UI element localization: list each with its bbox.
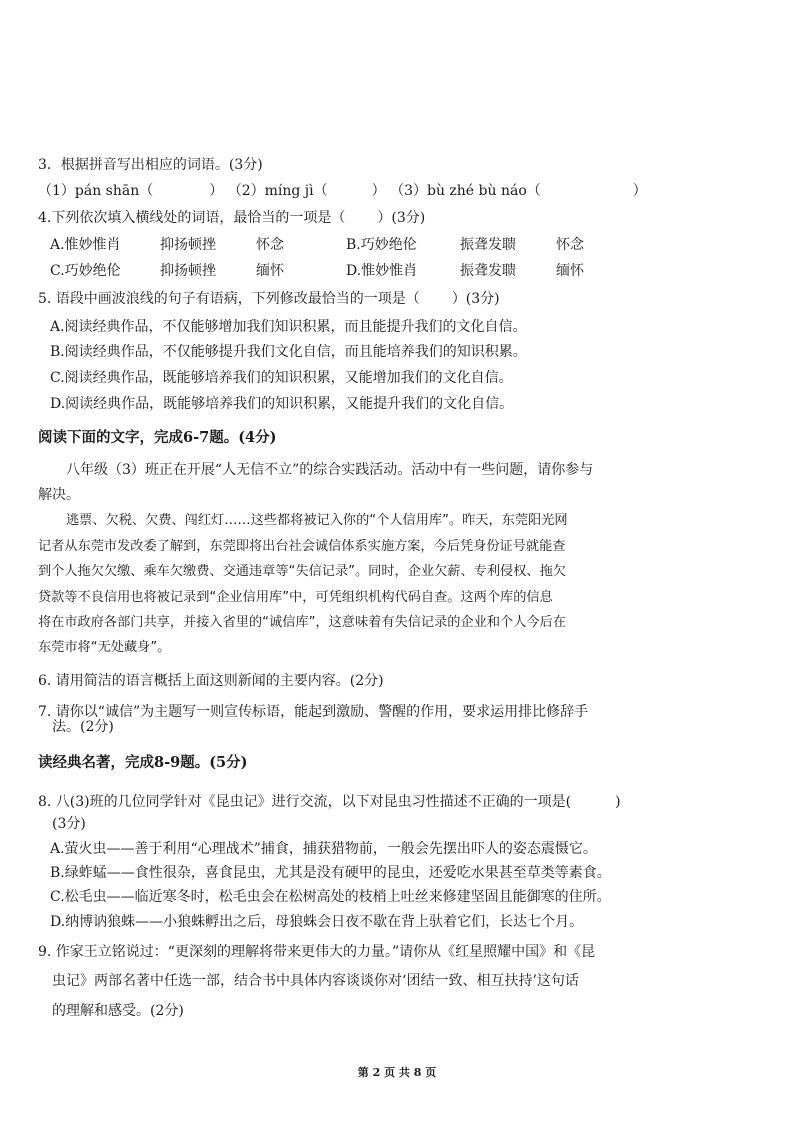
q3-item-2: （2）míng jì（ bbox=[227, 183, 328, 199]
q5-option-a[interactable]: A.阅读经典作品，不仅能够增加我们知识积累，而且能提升我们的文化自信。 bbox=[50, 319, 527, 335]
q4-title: 4.下列依次填入横线处的词语，最恰当的一项是（ ）(3分) bbox=[38, 210, 426, 226]
news-line-2: 记者从东莞市发改委了解到，东莞即将出台社会诚信体系实施方案，今后凭身份证号就能查 bbox=[38, 539, 566, 554]
q3-pinyin-row: （1）pán shān（ ） （2）míng jì（ ） （3）bù zhé bù náo（ ） bbox=[38, 183, 647, 199]
news-line-3: 到个人拖欠欠缴、乘车欠缴费、交通违章等“失信记录”。同时，企业欠薪、专利侵权、拖欠 bbox=[38, 564, 566, 579]
q4-options-ab: A.惟妙惟肖 抑扬顿挫 怀念 B.巧妙绝伦 振聋发聩 怀念 bbox=[50, 237, 584, 253]
news-line-1: 逃票、欠税、欠费、闯红灯……这些都将被记入你的“个人信用库”。昨天，东莞阳光网 bbox=[66, 513, 568, 528]
q8-option-b[interactable]: B.绿蚱蜢——食性很杂，喜食昆虫，尤其是没有硬甲的昆虫，还爱吃水果甚至草类等素食。 bbox=[50, 865, 611, 881]
q3-title: 3．根据拼音写出相应的词语。(3分) bbox=[38, 157, 263, 173]
news-line-4: 贷款等不良信用也将被记录到“企业信用库”中，可凭组织机构代码自查。这两个库的信息 bbox=[38, 590, 553, 605]
q5-option-b[interactable]: B.阅读经典作品，不仅能够提升我们文化自信，而且能培养我们的知识积累。 bbox=[50, 344, 527, 360]
q7-prompt-line-1: 7. 请你以“诚信”为主题写一则宣传标语，能起到激励、警醒的作用，要求运用排比修辞手 bbox=[38, 704, 589, 720]
q9-prompt-line-2: 虫记》两部名著中任选一部，结合书中具体内容谈谈你对‘团结一致、相互扶持’这句话 bbox=[52, 973, 579, 989]
q9-prompt-line-1: 9. 作家王立铭说过：“更深刻的理解将带来更伟大的力量。”请你从《红星照耀中国》和《昆 bbox=[38, 944, 596, 960]
q7-prompt-line-2: 法。(2分) bbox=[52, 719, 114, 735]
q5-option-c[interactable]: C.阅读经典作品，既能够培养我们的知识积累，又能增加我们的文化自信。 bbox=[50, 370, 513, 386]
q5-option-d[interactable]: D.阅读经典作品，既能够培养我们的知识积累，又能提升我们的文化自信。 bbox=[50, 396, 514, 412]
section-heading-6-7: 阅读下面的文字，完成6-7题。(4分) bbox=[38, 429, 277, 446]
q5-title: 5. 语段中画波浪线的句子有语病，下列修改最恰当的一项是（ ）(3分) bbox=[38, 291, 500, 307]
q6-prompt: 6. 请用简洁的语言概括上面这则新闻的主要内容。(2分) bbox=[38, 673, 384, 689]
q9-prompt-line-3: 的理解和感受。(2分) bbox=[52, 1003, 184, 1019]
page-footer: 第 2 页 共 8 页 bbox=[357, 1066, 437, 1079]
q8-option-a[interactable]: A.萤火虫——善于利用“心理战术”捕食，捕获猎物前，一般会先摆出吓人的姿态震慑它。 bbox=[50, 841, 597, 857]
q8-prompt-line-2: (3分) bbox=[52, 816, 86, 832]
q4-option-a[interactable]: A.惟妙惟肖 bbox=[50, 237, 121, 253]
news-line-5: 将在市政府各部门共享，并接入省里的“诚信库”，这意味着有失信记录的企业和个人今后在 bbox=[38, 615, 566, 630]
q4-option-d[interactable]: D.惟妙惟肖 bbox=[346, 263, 418, 279]
q4-option-b[interactable]: B.巧妙绝伦 bbox=[346, 237, 417, 253]
q3-item-3: （3）bù zhé bù náo（ bbox=[390, 183, 541, 199]
section-heading-8-9: 读经典名著，完成8-9题。(5分) bbox=[38, 754, 248, 771]
q4-options-cd: C.巧妙绝伦 抑扬顿挫 缅怀 D.惟妙惟肖 振聋发聩 缅怀 bbox=[50, 263, 584, 279]
q8-option-d[interactable]: D.纳博讷狼蛛——小狼蛛孵出之后，母狼蛛会日夜不歇在背上驮着它们，长达七个月。 bbox=[50, 914, 584, 930]
q3-item-1: （1）pán shān（ bbox=[38, 183, 154, 199]
q4-option-c[interactable]: C.巧妙绝伦 bbox=[50, 263, 121, 279]
q8-prompt-line-1: 8. 八(3)班的几位同学针对《昆虫记》进行交流，以下对昆虫习性描述不正确的一项是( ) bbox=[38, 794, 621, 810]
news-line-6: 东莞市将“无处藏身”。 bbox=[38, 640, 171, 655]
q8-option-c[interactable]: C.松毛虫——临近寒冬时，松毛虫会在松树高处的枝梢上吐丝来修建坚固且能御寒的住所。 bbox=[50, 889, 611, 905]
intro-line-2: 解决。 bbox=[38, 487, 80, 503]
intro-line-1: 八年级（3）班正在开展“人无信不立”的综合实践活动。活动中有一些问题，请你参与 bbox=[66, 462, 594, 478]
